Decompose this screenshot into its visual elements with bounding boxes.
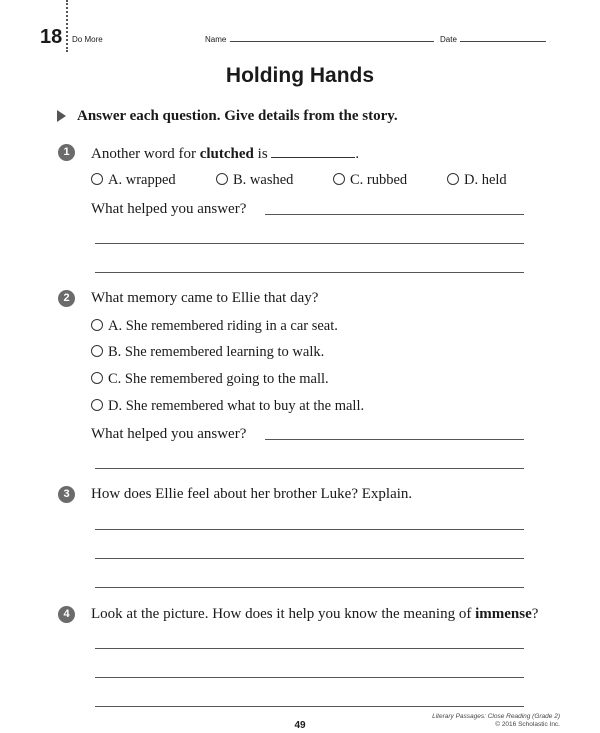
fill-in-blank[interactable]	[271, 145, 355, 158]
radio-circle-icon[interactable]	[91, 345, 103, 357]
answer-line[interactable]	[265, 439, 524, 440]
question-number-badge: 4	[58, 606, 75, 623]
keyword-immense: immense	[475, 606, 532, 622]
q2-option-d[interactable]: D. She remembered what to buy at the mall.	[91, 398, 364, 415]
page-title: Holding Hands	[225, 64, 375, 87]
date-label: Date	[440, 35, 457, 44]
question-number-badge: 3	[58, 486, 75, 503]
q1-option-d[interactable]: D. held	[447, 172, 507, 189]
q1-option-a[interactable]: A. wrapped	[91, 172, 176, 189]
section-page-number: 18	[40, 26, 63, 48]
question-2-text: What memory came to Ellie that day?	[91, 290, 319, 306]
q1-option-c[interactable]: C. rubbed	[333, 172, 407, 189]
date-field[interactable]	[460, 41, 546, 42]
answer-line[interactable]	[95, 587, 524, 588]
radio-circle-icon[interactable]	[91, 173, 103, 185]
answer-line[interactable]	[95, 243, 524, 244]
instruction-text: Answer each question. Give details from the story.	[77, 108, 398, 124]
question-number-badge: 1	[58, 144, 75, 161]
footer-page-number: 49	[294, 720, 306, 731]
question-3-text: How does Ellie feel about her brother Luke? Explain.	[91, 486, 413, 502]
question-number-badge: 2	[58, 290, 75, 307]
answer-line[interactable]	[265, 214, 524, 215]
q2-followup: What helped you answer?	[91, 426, 247, 442]
footer-credit: Literary Passages: Close Reading (Grade 2) © 2016 Scholastic Inc.	[432, 713, 560, 728]
q2-option-a[interactable]: A. She remembered riding in a car seat.	[91, 318, 338, 335]
answer-line[interactable]	[95, 558, 524, 559]
answer-line[interactable]	[95, 677, 524, 678]
answer-line[interactable]	[95, 468, 524, 469]
question-1-text: Another word for clutched is .	[91, 146, 360, 162]
q1-followup: What helped you answer?	[91, 201, 247, 217]
play-triangle-icon	[57, 110, 66, 122]
answer-line[interactable]	[95, 706, 524, 707]
radio-circle-icon[interactable]	[91, 399, 103, 411]
name-field[interactable]	[230, 41, 434, 42]
radio-circle-icon[interactable]	[216, 173, 228, 185]
cut-line	[66, 0, 68, 52]
answer-line[interactable]	[95, 648, 524, 649]
q2-option-b[interactable]: B. She remembered learning to walk.	[91, 344, 324, 361]
radio-circle-icon[interactable]	[91, 372, 103, 384]
radio-circle-icon[interactable]	[333, 173, 345, 185]
radio-circle-icon[interactable]	[447, 173, 459, 185]
q2-option-c[interactable]: C. She remembered going to the mall.	[91, 371, 329, 388]
question-4-text: Look at the picture. How does it help you know the meaning of immense?	[91, 606, 539, 622]
answer-line[interactable]	[95, 529, 524, 530]
keyword-clutched: clutched	[199, 146, 254, 162]
section-label: Do More	[72, 35, 103, 44]
answer-line[interactable]	[95, 272, 524, 273]
name-label: Name	[205, 35, 227, 44]
radio-circle-icon[interactable]	[91, 319, 103, 331]
q1-option-b[interactable]: B. washed	[216, 172, 293, 189]
